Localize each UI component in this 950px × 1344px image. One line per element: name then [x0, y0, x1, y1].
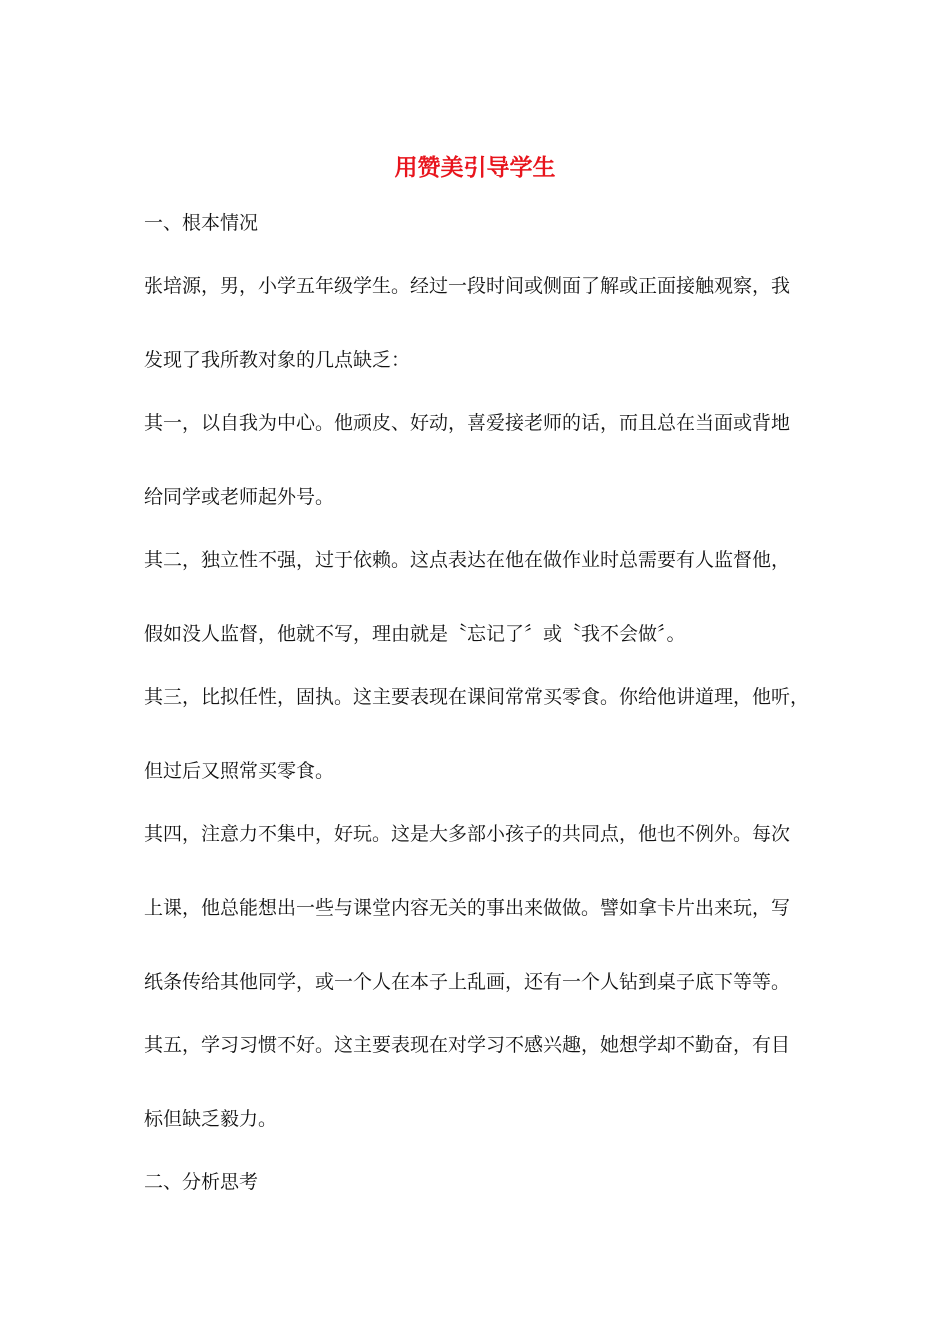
paragraph-line: 其一，以自我为中心。他顽皮、好动，喜爱接老师的话，而且总在当面或背地	[144, 412, 791, 434]
section-heading-analysis: 二、分析思考	[144, 1171, 259, 1193]
paragraph-line: 其四，注意力不集中，好玩。这是大多部小孩子的共同点，他也不例外。每次	[144, 823, 791, 845]
paragraph-line: 纸条传给其他同学，或一个人在本子上乱画，还有一个人钻到桌子底下等等。	[144, 971, 791, 993]
paragraph-line: 张培源，男，小学五年级学生。经过一段时间或侧面了解或正面接触观察，我	[144, 275, 791, 297]
paragraph-line: 其二，独立性不强，过于依赖。这点表达在他在做作业时总需要有人监督他，	[144, 549, 791, 571]
paragraph-line: 上课，他总能想出一些与课堂内容无关的事出来做做。譬如拿卡片出来玩，写	[144, 897, 791, 919]
paragraph-line: 给同学或老师起外号。	[144, 486, 335, 508]
paragraph-line: 标但缺乏毅力。	[144, 1108, 278, 1130]
paragraph-line: 但过后又照常买零食。	[144, 760, 335, 782]
paragraph-line: 发现了我所教对象的几点缺乏：	[144, 349, 411, 371]
paragraph-line: 假如没人监督，他就不写，理由就是〝忘记了〞或〝我不会做〞。	[144, 623, 686, 645]
section-heading-basic-situation: 一、根本情况	[144, 212, 259, 234]
document-title: 用赞美引导学生	[394, 155, 556, 181]
paragraph-line: 其五，学习习惯不好。这主要表现在对学习不感兴趣，她想学却不勤奋，有目	[144, 1034, 791, 1056]
paragraph-line: 其三，比拟任性，固执。这主要表现在课间常常买零食。你给他讲道理，他听，	[144, 686, 810, 708]
